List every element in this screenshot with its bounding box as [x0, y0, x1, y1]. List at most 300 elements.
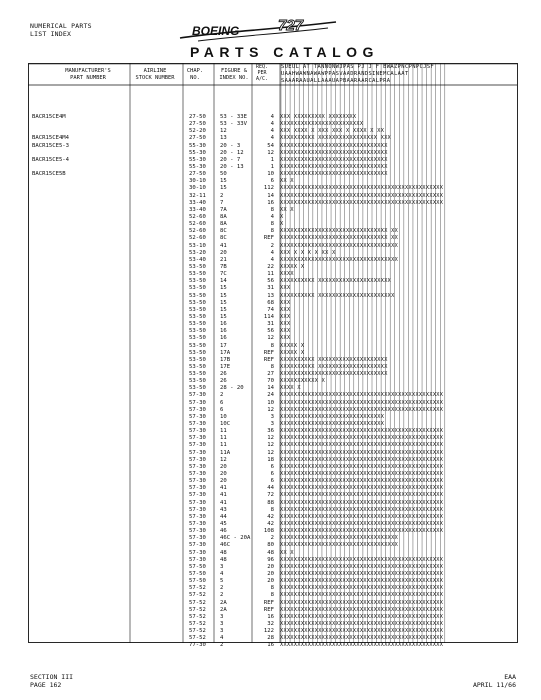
table-row [28, 328, 518, 335]
chapter-number: 52-60 [189, 213, 206, 220]
chapter-number: 53-50 [189, 371, 206, 378]
quantity-required: 14 [267, 192, 274, 199]
effectivity-marks: XXXXXXXXXXXXXXXXXXXXXXXXXXXXXXX [280, 149, 388, 156]
part-number: BACR15CE5B [32, 171, 66, 178]
figure-index: 17E [220, 363, 231, 370]
table-row [28, 300, 518, 307]
quantity-required: 56 [267, 278, 274, 285]
figure-index: 20 - 12 [220, 149, 244, 156]
table-row [28, 478, 518, 485]
figure-index: 15 [220, 299, 227, 306]
table-row [28, 178, 518, 185]
effectivity-marks: XXXXXXXXXXXXXXXXXXXXXXXXXXXXXXXXXXXXXXXXXXXXXXX [280, 192, 444, 199]
table-row [28, 600, 518, 607]
quantity-required: 27 [267, 371, 274, 378]
table-row [28, 135, 518, 142]
table-row [28, 235, 518, 242]
figure-index: 17 [220, 342, 227, 349]
chapter-number: 57-50 [189, 563, 206, 570]
quantity-required: 4 [270, 121, 274, 128]
figure-index: 15 [220, 185, 227, 192]
footer-left [30, 673, 73, 689]
table-row [28, 592, 518, 599]
table-row [28, 243, 518, 250]
table-row [28, 221, 518, 228]
table-row [28, 285, 518, 292]
effectivity-marks: XXXXXXXXXXXXXXXXXXXXXXXXXXXXXXXXXXXXXXXXXXXXXXX [280, 528, 444, 535]
quantity-required: 10 [267, 171, 274, 178]
header-airline-line-1: AIRLINE [143, 68, 167, 74]
figure-index: 5 [220, 578, 224, 585]
quantity-required: REF [263, 606, 274, 613]
chapter-number: 57-30 [189, 435, 206, 442]
table-row [28, 450, 518, 457]
table-row [28, 500, 518, 507]
chapter-number: 57-52 [189, 628, 206, 635]
effectivity-marks: XXXXXXXXXXXXXXXXXXXXXXXXXXXXXXX [280, 142, 388, 149]
effectivity-marks: XXXXX X [280, 349, 305, 356]
figure-index: 15 [220, 313, 227, 320]
figure-index: 20 [220, 471, 227, 478]
effectivity-marks: XXXXXXXXXXXXXXXXXXXXXXXXXXXXXXXXXXXXXXXXXXXXXXX [280, 435, 444, 442]
quantity-required: 8 [270, 221, 274, 228]
footer-code: EAA [504, 673, 516, 681]
figure-index: 43 [220, 506, 227, 513]
quantity-required: 8 [270, 585, 274, 592]
quantity-required: 4 [270, 135, 274, 142]
chapter-number: 53-50 [189, 356, 206, 363]
figure-index: 2 [220, 592, 224, 599]
effectivity-marks: XXXXXXXXXXXXXXXXXXXXXXXXXXXXXXX [280, 163, 388, 170]
table-row [28, 200, 518, 207]
figure-index: 4 [220, 571, 224, 577]
table-row [28, 507, 518, 514]
effectivity-marks: XXXXXXXXXXXXXXXXXXXXXXXXXXXXXXXXXXXXXXXXXXXXXXX [280, 463, 444, 470]
table-row [28, 407, 518, 414]
quantity-required: 12 [267, 442, 274, 449]
effectivity-marks: XXXXXXXXXXXXXXXXXXXXXXXXXXXXXXXXXXXXXXXXXXXXXXX [280, 620, 444, 627]
table-row [28, 278, 518, 285]
table-row [28, 571, 518, 578]
header-mfr-line-2: PART NUMBER [70, 74, 106, 81]
effectivity-marks: XXXXXXXXXXXXXXXXXXXXXXXXXXXXXXXXXXXXXXXXXXXXXXX [280, 392, 444, 399]
header-airline-codes-row-1: SUEUL AT TANNONWJPAS PJ J F BWAZPNCPNPCJSF [281, 64, 435, 70]
figure-index: 41 [220, 485, 227, 492]
figure-index: 3 [220, 563, 224, 570]
chapter-number: 57-52 [189, 635, 206, 642]
quantity-required: 72 [267, 492, 274, 499]
table-row [28, 185, 518, 192]
quantity-required: 16 [267, 199, 274, 206]
table-row [28, 514, 518, 521]
quantity-required: 32 [267, 620, 274, 627]
quantity-required: 8 [270, 228, 274, 235]
chapter-number: 53-50 [189, 285, 206, 292]
header-chap-line-1: CHAP. [186, 68, 204, 74]
chapter-number: 53-50 [189, 278, 206, 285]
quantity-required: 56 [267, 328, 274, 335]
boeing-727-logo [178, 14, 338, 44]
effectivity-marks: XXXXXXXXXXXXXXXXXXXXXXXXXXXXXXX [280, 171, 388, 178]
quantity-required: 8 [270, 342, 274, 349]
chapter-number: 57-52 [189, 613, 206, 620]
chapter-number: 53-40 [189, 256, 206, 263]
quantity-required: 48 [267, 549, 274, 556]
figure-index: 6 [220, 406, 224, 413]
effectivity-marks: XXXXX X [280, 263, 305, 270]
quantity-required: 1 [270, 163, 274, 170]
chapter-number: 57-30 [189, 485, 206, 492]
header-airline-stock-number [130, 68, 180, 81]
chapter-number: 33-40 [189, 206, 206, 213]
figure-index: 26 [220, 378, 227, 385]
quantity-required: 3 [270, 413, 274, 420]
table-row [28, 357, 518, 364]
chapter-number: 57-30 [189, 549, 206, 556]
chapter-number: 57-30 [189, 535, 206, 542]
figure-index: 2 [220, 585, 224, 592]
effectivity-marks: XXX [280, 306, 291, 313]
chapter-number: 27-50 [189, 135, 206, 142]
figure-index: 15 [220, 292, 227, 299]
figure-index: 14 [220, 278, 227, 285]
figure-index: 46C - 20A [220, 535, 251, 542]
chapter-number: 53-50 [189, 363, 206, 370]
table-row [28, 143, 518, 150]
table-row [28, 157, 518, 164]
quantity-required: 1 [270, 156, 274, 163]
quantity-required: 114 [263, 313, 274, 320]
quantity-required: 2 [270, 535, 274, 542]
effectivity-marks: XXX [280, 321, 291, 328]
quantity-required: 14 [267, 385, 274, 392]
effectivity-marks: XXXXXXXXXXXXXXXXXXXXXXXXXXXXXXXXXXXXXXXXXXXXXXX [280, 478, 444, 485]
effectivity-marks: XXXXXXXXXXXXXXXXXXXXXXXXXXXXXXXXXX [280, 542, 399, 549]
figure-index: 16 [220, 328, 227, 335]
chapter-number: 57-52 [189, 599, 206, 606]
header-mfr-line-1: MANUFACTURER'S [65, 68, 111, 74]
figure-index: 16 [220, 335, 227, 342]
chapter-number: 53-10 [189, 242, 206, 249]
quantity-required: 8 [270, 506, 274, 513]
table-row [28, 585, 518, 592]
quantity-required: 68 [267, 299, 274, 306]
table-row [28, 421, 518, 428]
header-left [30, 22, 92, 38]
chapter-number: 57-30 [189, 463, 206, 470]
figure-index: 20 - 13 [220, 163, 244, 170]
effectivity-marks: XXXXXXXXXXXXXXXXXXXXXXXXXXXXXXXXXXXXXXXXXXXXXXX [280, 406, 444, 413]
figure-index: 41 [220, 492, 227, 499]
effectivity-marks: XXXXXXXXXXXXXXXXXXXXXXXXXXXXXXX XX [280, 228, 399, 235]
chapter-number: 53-50 [189, 335, 206, 342]
effectivity-marks: XXXXXXXXXXXXXXXXXXXXXXXXXXXXXXXXXX [280, 535, 399, 542]
header-line-2: LIST INDEX [30, 30, 72, 38]
effectivity-marks: XXXXXXXXXXX X [280, 378, 326, 385]
figure-index: 20 [220, 249, 227, 256]
table-row [28, 628, 518, 635]
quantity-required: 6 [270, 178, 274, 185]
chapter-number: 27-50 [189, 171, 206, 178]
effectivity-marks: XXXXXXXXXXXXXXXXXXXXXXXXXXXXXXXXXXXXXXXXXXXXXXX [280, 499, 444, 506]
figure-index: 20 - 7 [220, 156, 241, 163]
quantity-required: 4 [270, 249, 274, 256]
quantity-required: 70 [267, 378, 274, 385]
effectivity-marks: XXXXXXXXXXXXXXXXXXXXXXXXXXXXXXXXXXXXXXXXXXXXXXX [280, 585, 444, 592]
effectivity-marks: XXXXXXXXXXXXXXXXXXXXXXXXXXXXXXXXXXXXXXXXXXXXXXX [280, 635, 444, 642]
figure-index: 21 [220, 256, 227, 263]
quantity-required: 112 [263, 185, 274, 192]
figure-index: 2A [220, 599, 227, 606]
effectivity-marks: X [280, 213, 284, 220]
footer-section: SECTION III [30, 673, 74, 681]
effectivity-marks: XXXXXXXXXXXXXXXXXXXXXXXXXXXXXX [280, 421, 385, 428]
table-row [28, 164, 518, 171]
chapter-number: 53-50 [189, 321, 206, 328]
effectivity-marks: XXXXXXXXXXXXXXXXXXXXXXXXXXXXXXX XX [280, 235, 399, 242]
header-fig-line-2: INDEX NO. [219, 74, 249, 81]
figure-index: 2 [220, 642, 224, 649]
chapter-number: 53-50 [189, 271, 206, 278]
quantity-required: 122 [263, 628, 274, 635]
figure-index: 11 [220, 428, 227, 435]
table-row [28, 535, 518, 542]
effectivity-marks: XXX XXXXXXXXX XXXXXXXX [280, 114, 357, 120]
part-number: BACR15CE4M4 [32, 135, 70, 142]
header-chap-line-2: NO. [190, 74, 200, 81]
footer-date: APRIL 11/66 [472, 681, 516, 689]
chapter-number: 52-20 [189, 128, 206, 135]
chapter-number: 52-60 [189, 221, 206, 228]
header-required-per-aircraft [252, 64, 272, 82]
quantity-required: 88 [267, 499, 274, 506]
figure-index: 17A [220, 349, 231, 356]
quantity-required: 80 [267, 542, 274, 549]
figure-index: 53 - 33V [220, 121, 247, 128]
effectivity-marks: XXXXXXXXXXXXXXXXXXXXXXXXXXXXXXXXXXXXXXXXXXXXXXX [280, 642, 444, 649]
table-row [28, 542, 518, 549]
chapter-number: 30-10 [189, 178, 206, 185]
effectivity-marks: XXXXXXXXXXXXXXXXXXXXXXXXXXXXXXX [280, 371, 388, 378]
table-row [28, 471, 518, 478]
chapter-number: 32-11 [189, 192, 206, 199]
logo-model: 727 [278, 17, 304, 34]
figure-index: 48 [220, 556, 227, 563]
chapter-number: 55-30 [189, 163, 206, 170]
chapter-number: 57-30 [189, 428, 206, 435]
table-row [28, 214, 518, 221]
table-row [28, 385, 518, 392]
effectivity-marks: XXXXXXXXXXXXXXXXXXXXXXXXXXXXXXXXXXXXXXXXXXXXXXX [280, 399, 444, 406]
chapter-number: 57-50 [189, 578, 206, 585]
figure-index: 50 [220, 171, 227, 178]
table-row [28, 400, 518, 407]
logo-brand: BOEING [192, 24, 240, 38]
quantity-required: 11 [267, 271, 274, 278]
figure-index: 13 [220, 135, 227, 142]
chapter-number: 52-60 [189, 228, 206, 235]
table-row [28, 250, 518, 257]
chapter-number: 57-30 [189, 542, 206, 549]
figure-index: 2 [220, 392, 224, 399]
table-row [28, 335, 518, 342]
header-chapter-number [180, 68, 210, 81]
chapter-number: 53-50 [189, 328, 206, 335]
figure-index: 16 [220, 321, 227, 328]
quantity-required: 44 [267, 485, 274, 492]
chapter-number: 57-50 [189, 571, 206, 577]
figure-index: 7A [220, 206, 227, 213]
table-row [28, 378, 518, 385]
quantity-required: 28 [267, 635, 274, 642]
quantity-required: 74 [267, 306, 274, 313]
table-row [28, 114, 518, 121]
figure-index: 15 [220, 178, 227, 185]
chapter-number: 55-30 [189, 156, 206, 163]
effectivity-marks: XXXXXXXXXX XXXXXXXXXXXXXXXXXXXX [280, 356, 388, 363]
figure-index: 6 [220, 399, 224, 406]
effectivity-marks: XXXXXXXXXXXXXXXXXXXXXXXXXXXXXXXXXXXXXXXXXXXXXXX [280, 199, 444, 206]
quantity-required: 8 [270, 592, 274, 599]
table-row [28, 364, 518, 371]
effectivity-marks: XXXXXXXXXXXXXXXXXXXXXXXXXXXXXXXXXXXXXXXXXXXXXXX [280, 563, 444, 570]
chapter-number: 53-50 [189, 378, 206, 385]
quantity-required: 24 [267, 392, 274, 399]
chapter-number: 57-30 [189, 506, 206, 513]
figure-index: 11A [220, 449, 231, 456]
effectivity-marks: XXXXXXXXXXXXXXXXXXXXXXXXXXXXXXXXXXXXXXXXXXXXXXX [280, 485, 444, 492]
effectivity-marks: XXXXXXXXXX XXXXXXXXXXXXXXXXX XXX [280, 135, 392, 142]
table-row [28, 564, 518, 571]
table-row [28, 521, 518, 528]
chapter-number: 53-50 [189, 313, 206, 320]
chapter-number: 53-50 [189, 385, 206, 392]
figure-index: 46C [220, 542, 231, 549]
effectivity-marks: XXX [280, 328, 291, 335]
effectivity-marks: X [280, 221, 284, 228]
effectivity-marks: XXXXXXXXXX XXXXXXXXXXXXXXXXXXXX [280, 363, 388, 370]
figure-index: 8C [220, 228, 227, 235]
header-req-line-3: A/C. [255, 76, 269, 82]
effectivity-marks: XXX XXXX X XXX XXX X XXXX X XX [280, 128, 385, 135]
chapter-number: 57-30 [189, 449, 206, 456]
figure-index: 17B [220, 356, 231, 363]
header-airline-codes-row-3: SAAARAAUALLAAAUAPBAARAARCALPRA [281, 78, 391, 84]
chapter-number: 57-30 [189, 521, 206, 528]
effectivity-marks: XX X [280, 549, 294, 556]
figure-index: 4 [220, 635, 224, 642]
quantity-required: 4 [270, 256, 274, 263]
quantity-required: 6 [270, 471, 274, 478]
table-row [28, 171, 518, 178]
effectivity-marks: XXXXXXXXXXXXXXXXXXXXXXXXXXXXXXX [280, 156, 388, 163]
chapter-number: 53-50 [189, 263, 206, 270]
table-row [28, 371, 518, 378]
table-row [28, 121, 518, 128]
effectivity-marks: XXXXXXXXXXXXXXXXXXXXXXXXXXXXXXXXXX [280, 242, 399, 249]
footer-right [416, 673, 516, 689]
effectivity-marks: XXXXXXXXXXXXXXXXXXXXXXXXXXXXXXXXXXXXXXXXXXXXXXX [280, 492, 444, 499]
figure-index: 2A [220, 606, 227, 613]
effectivity-marks: XXXXXXXXXXXXXXXXXXXXXXXXXXXXXXXXXXXXXXXXXXXXXXX [280, 578, 444, 585]
effectivity-marks: XXXXXXXXXXXXXXXXXXXXXXXXXXXXXXXXXXXXXXXXXXXXXXX [280, 628, 444, 635]
effectivity-marks: XXXXXXXXXXXXXXXXXXXXXXXXXXXXXXXXXXXXXXXXXXXXXXX [280, 613, 444, 620]
part-number: BACR15CE5-4 [32, 156, 70, 163]
table-row [28, 492, 518, 499]
effectivity-marks: XXXXXXXXXXXXXXXXXXXXXXXXXXXXXX [280, 413, 385, 420]
chapter-number: 57-30 [189, 456, 206, 463]
header-line-1: NUMERICAL PARTS [30, 22, 92, 30]
table-row [28, 607, 518, 614]
effectivity-marks: XXX [280, 335, 291, 342]
table-row [28, 557, 518, 564]
chapter-number: 57-30 [189, 556, 206, 563]
effectivity-marks: XX X [280, 178, 294, 185]
effectivity-marks: XXXX X [280, 385, 301, 392]
header-req-line-2: PER [257, 70, 267, 76]
figure-index: 3 [220, 620, 224, 627]
table-row [28, 228, 518, 235]
effectivity-marks: XXXXXXXXXXXXXXXXXXXXXXXXXXXXXXXXXXXXXXXXXXXXXXX [280, 592, 444, 599]
figure-index: 10 [220, 413, 227, 420]
quantity-required: 96 [267, 556, 274, 563]
chapter-number: 53-20 [189, 249, 206, 256]
chapter-number: 33-40 [189, 199, 206, 206]
quantity-required: 4 [270, 128, 274, 135]
chapter-number: 53-50 [189, 292, 206, 299]
figure-index: 8A [220, 221, 227, 228]
effectivity-marks: XXXXXXXXXXXXXXXXXXXXXXXXXXXXXXXXXXXXXXXXXXXXXXX [280, 606, 444, 613]
quantity-required: 12 [267, 435, 274, 442]
parts-table-body [28, 114, 518, 650]
quantity-required: REF [263, 235, 274, 242]
chapter-number: 53-50 [189, 299, 206, 306]
quantity-required: 31 [267, 321, 274, 328]
effectivity-marks: XXXXXXXXXXXXXXXXXXXXXXXXXXXXXXXXXXXXXXXXXXXXXXX [280, 442, 444, 449]
table-row [28, 271, 518, 278]
figure-index: 12 [220, 128, 227, 135]
catalog-title: PARTS CATALOG [190, 44, 379, 60]
table-row [28, 264, 518, 271]
effectivity-marks: XXXXXXXXXXXXXXXXXXXXXXXXXXXXXXXXXXXXXXXXXXXXXXX [280, 449, 444, 456]
table-row [28, 457, 518, 464]
chapter-number: 57-30 [189, 478, 206, 485]
table-row [28, 485, 518, 492]
effectivity-marks: XXXXXXXXXX XXXXXXXXXXXXXXXXXXXXX [280, 278, 392, 285]
quantity-required: 8 [270, 206, 274, 213]
figure-index: 10C [220, 421, 231, 428]
table-row [28, 578, 518, 585]
figure-index: 11 [220, 442, 227, 449]
chapter-number: 55-30 [189, 142, 206, 149]
chapter-number: 77-30 [189, 642, 206, 649]
figure-index: 8A [220, 213, 227, 220]
effectivity-marks: XXXXXXXXXXXXXXXXXXXXXXXXXXXXXXXXXXXXXXXXXXXXXXX [280, 599, 444, 606]
table-row [28, 550, 518, 557]
table-row [28, 307, 518, 314]
table-row [28, 257, 518, 264]
chapter-number: 52-60 [189, 235, 206, 242]
table-row [28, 392, 518, 399]
effectivity-marks: XXXXXXXXXXXXXXXXXXXXXXXX [280, 121, 364, 128]
effectivity-marks: XXXXXXXXXX XXXXXXXXXXXXXXXXXXXXXX [280, 292, 395, 299]
chapter-number: 27-50 [189, 114, 206, 120]
figure-index: 8C [220, 235, 227, 242]
table-row [28, 150, 518, 157]
chapter-number: 57-30 [189, 421, 206, 428]
table-row [28, 414, 518, 421]
table-row [28, 128, 518, 135]
